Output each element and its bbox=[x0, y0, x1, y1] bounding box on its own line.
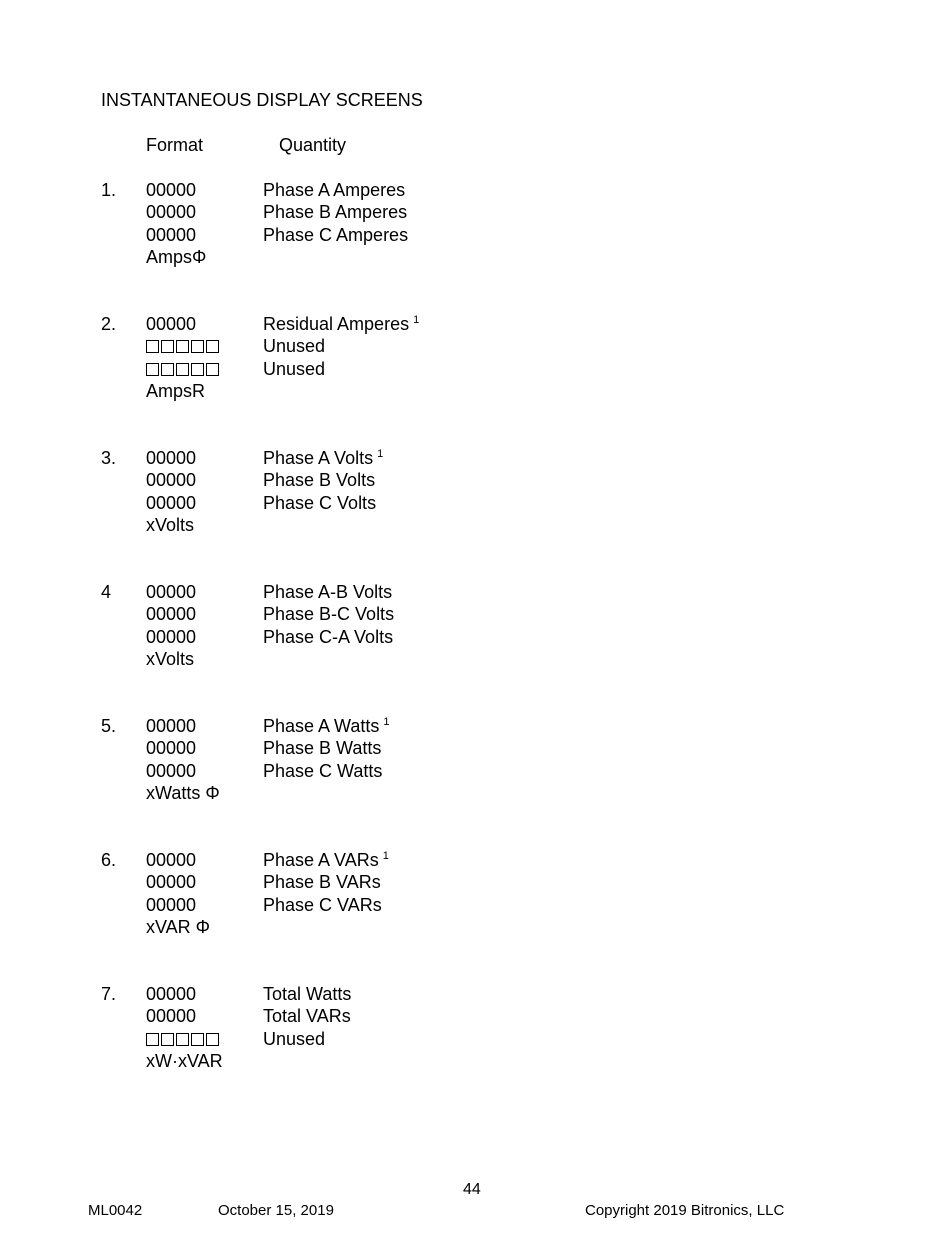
screen-row bbox=[0, 984, 950, 1006]
footer-doc-id: ML0042 bbox=[88, 1202, 143, 1219]
quantity-column-header: Quantity bbox=[279, 135, 347, 155]
screen-row bbox=[0, 247, 950, 269]
format-value: AmpsΦ bbox=[146, 246, 207, 267]
screen-row bbox=[0, 738, 950, 760]
screen-row bbox=[0, 381, 950, 403]
format-value: 00000 bbox=[146, 492, 197, 513]
quantity-value bbox=[263, 738, 381, 759]
quantity-value bbox=[263, 448, 383, 469]
screen-row bbox=[0, 493, 950, 515]
quantity-value bbox=[263, 202, 407, 223]
quantity-label: Total Watts bbox=[263, 984, 352, 1004]
screen-number: 5. bbox=[101, 716, 117, 736]
screen-row bbox=[0, 917, 950, 939]
quantity-label: Phase A VARs bbox=[263, 850, 379, 870]
format-value: 00000 bbox=[146, 738, 197, 759]
footnote-marker: 1 bbox=[383, 716, 390, 728]
quantity-value bbox=[263, 895, 382, 916]
quantity-value bbox=[263, 582, 392, 603]
quantity-value bbox=[263, 850, 389, 871]
unused-format-boxes bbox=[146, 336, 221, 357]
quantity-label: Phase C Volts bbox=[263, 492, 377, 513]
screen-row bbox=[0, 1051, 950, 1073]
format-value: 00000 bbox=[146, 760, 197, 781]
screen-number: 7. bbox=[101, 984, 117, 1004]
format-value: 00000 bbox=[146, 448, 197, 468]
quantity-value bbox=[263, 470, 375, 491]
screen-row bbox=[0, 202, 950, 224]
screen-row bbox=[0, 314, 950, 336]
format-value: xVAR Φ bbox=[146, 916, 211, 937]
quantity-label: Phase A Volts bbox=[263, 448, 374, 468]
box-glyph bbox=[206, 340, 219, 353]
unused-format-boxes bbox=[146, 359, 221, 380]
footer-copyright: Copyright 2019 Bitronics, LLC bbox=[585, 1202, 785, 1219]
screen-row bbox=[0, 716, 950, 738]
screen-row bbox=[0, 783, 950, 805]
format-value: 00000 bbox=[146, 872, 197, 893]
quantity-label: Phase A Amperes bbox=[263, 180, 406, 200]
quantity-label: Residual Amperes bbox=[263, 314, 410, 334]
screen-number: 6. bbox=[101, 850, 117, 870]
screen-row bbox=[0, 448, 950, 470]
quantity-label: Unused bbox=[263, 358, 326, 379]
format-value: 00000 bbox=[146, 626, 197, 647]
quantity-value bbox=[263, 716, 390, 737]
quantity-label: Phase B Amperes bbox=[263, 202, 408, 223]
quantity-value bbox=[263, 336, 325, 357]
quantity-value bbox=[263, 180, 405, 201]
format-value: 00000 bbox=[146, 604, 197, 625]
format-column-header: Format bbox=[146, 135, 204, 155]
screen-row bbox=[0, 604, 950, 626]
quantity-value bbox=[263, 359, 325, 380]
screen-row bbox=[0, 627, 950, 649]
screen-row bbox=[0, 1006, 950, 1028]
footer-date: October 15, 2019 bbox=[218, 1202, 334, 1219]
format-value: 00000 bbox=[146, 202, 197, 223]
page-title: INSTANTANEOUS DISPLAY SCREENS bbox=[101, 90, 423, 110]
screen-row bbox=[0, 649, 950, 671]
screen-row bbox=[0, 872, 950, 894]
screen-number: 4 bbox=[101, 582, 112, 602]
screen-row bbox=[0, 515, 950, 537]
footnote-marker: 1 bbox=[377, 448, 384, 460]
format-value: 00000 bbox=[146, 470, 197, 491]
screen-row bbox=[0, 582, 950, 604]
screen-number: 3. bbox=[101, 448, 117, 468]
screen-row bbox=[0, 359, 950, 381]
format-value: 00000 bbox=[146, 314, 197, 334]
format-value: xW·xVAR bbox=[146, 1050, 223, 1071]
format-value: 00000 bbox=[146, 224, 197, 245]
quantity-label: Phase A Watts bbox=[263, 716, 380, 736]
screen-row bbox=[0, 895, 950, 917]
box-glyph bbox=[206, 363, 219, 376]
quantity-value bbox=[263, 225, 408, 246]
format-value: xVolts bbox=[146, 514, 195, 535]
quantity-label: Phase B VARs bbox=[263, 872, 381, 893]
quantity-value bbox=[263, 872, 381, 893]
format-value: xVolts bbox=[146, 648, 195, 669]
quantity-value bbox=[263, 314, 419, 335]
quantity-label: Phase B Watts bbox=[263, 738, 382, 759]
quantity-label: Phase B-C Volts bbox=[263, 604, 395, 625]
quantity-label: Total VARs bbox=[263, 1006, 351, 1027]
unused-format-boxes bbox=[146, 1029, 221, 1050]
footnote-marker: 1 bbox=[382, 850, 389, 862]
page-number: 44 bbox=[463, 1181, 481, 1198]
screen-row bbox=[0, 1029, 950, 1051]
quantity-label: Unused bbox=[263, 336, 326, 357]
footnote-marker: 1 bbox=[413, 314, 420, 326]
quantity-value bbox=[263, 604, 394, 625]
screen-row bbox=[0, 850, 950, 872]
quantity-label: Phase C-A Volts bbox=[263, 626, 394, 647]
format-value: 00000 bbox=[146, 894, 197, 915]
screen-number: 2. bbox=[101, 314, 117, 334]
screen-row bbox=[0, 225, 950, 247]
format-value: AmpsR bbox=[146, 380, 206, 401]
quantity-value bbox=[263, 984, 351, 1005]
format-value: 00000 bbox=[146, 180, 197, 200]
format-value: 00000 bbox=[146, 716, 197, 736]
quantity-value bbox=[263, 627, 393, 648]
quantity-value bbox=[263, 761, 382, 782]
format-value: xWatts Φ bbox=[146, 782, 220, 803]
screen-row bbox=[0, 180, 950, 202]
format-value: 00000 bbox=[146, 582, 197, 602]
quantity-label: Phase A-B Volts bbox=[263, 582, 393, 602]
quantity-value bbox=[263, 1006, 351, 1027]
quantity-value bbox=[263, 1029, 325, 1050]
quantity-value bbox=[263, 493, 376, 514]
quantity-label: Phase C Watts bbox=[263, 760, 383, 781]
screen-row bbox=[0, 336, 950, 358]
quantity-label: Phase C VARs bbox=[263, 894, 382, 915]
quantity-label: Phase B Volts bbox=[263, 470, 376, 491]
format-value: 00000 bbox=[146, 984, 197, 1004]
quantity-label: Unused bbox=[263, 1028, 326, 1049]
screen-row bbox=[0, 470, 950, 492]
quantity-label: Phase C Amperes bbox=[263, 224, 409, 245]
format-value: 00000 bbox=[146, 1006, 197, 1027]
format-value: 00000 bbox=[146, 850, 197, 870]
screen-row bbox=[0, 761, 950, 783]
screen-number: 1. bbox=[101, 180, 117, 200]
box-glyph bbox=[206, 1033, 219, 1046]
